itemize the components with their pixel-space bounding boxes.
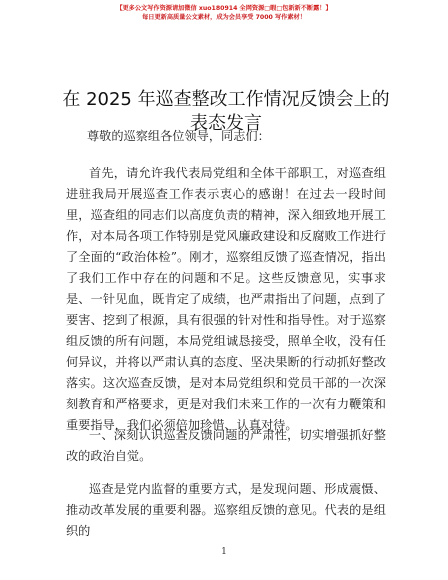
page-number: 1	[221, 547, 227, 557]
paragraph-section-1: 巡查是党内监督的重要方式，是发现问题、形成震慑、推动改革发展的重要利器。巡察组反馈的意见。代表的是组织的	[66, 482, 386, 538]
promo-banner-line-2: 每日更新高质量公文素材，成为会员享受 7000 写作素材！	[142, 14, 306, 21]
promo-banner	[0, 4, 448, 22]
paragraph-opening: 首先，请允许我代表局党组和全体干部职工，对巡查组进驻我局开展巡查工作表示衷心的感谢！在过去一段时间里，巡查组的同志们以高度负责的精神，深入细致地开展工作，对本局各项工作特别是党风廉政建设和反腐败工作进行了全面的“政治体检”。刚才，巡察组反馈了巡查情况，指出了我们工作中存在的问题和不足。这些反馈意见，实事求是、一针见血，既肯定了成绩，也严肃指出了问题，点到了要害、挖到了根源，具有很强的针对性和指导性。对于巡察组反馈的所有问题，本局党组诚恳接受，照单全收，没有任何异议，并将以严肃认真的态度、坚决果断的行动抓好整改落实。这次巡查反馈，是对本局党组织和党员干部的一次深刻教育和严格要求，更是对我们未来工作的一次有力鞭策和重要指导，我们必须倍加珍惜、认真对待。	[66, 166, 386, 432]
document-title: 在 2025 年巡查整改工作情况反馈会上的表态发言	[62, 89, 390, 134]
salutation: 尊敬的巡察组各位领导，同志们：	[87, 129, 270, 143]
promo-banner-line-1: 【更多公文写作资源请加微信 xuo180914 全网资源□暇□包新新不断露！】	[116, 5, 332, 12]
section-heading-1: 一、深刻认识巡查反馈问题的严肃性，切实增强抓好整改的政治自觉。	[66, 428, 386, 463]
